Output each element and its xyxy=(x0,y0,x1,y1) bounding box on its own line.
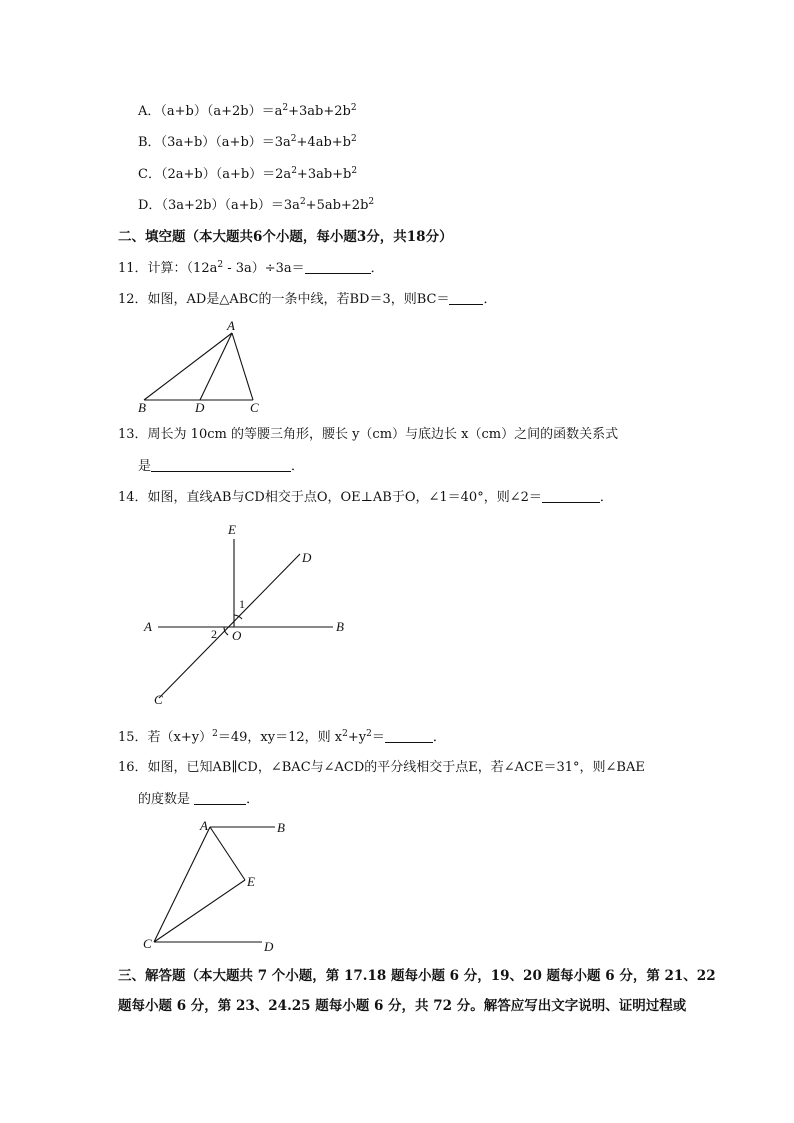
label-a: A xyxy=(227,318,235,333)
q13-pre: 是 xyxy=(138,459,152,474)
label-c: C xyxy=(154,692,163,707)
q13-post: ． xyxy=(291,459,305,474)
question-15 xyxy=(118,728,446,747)
figure-triangle-abc xyxy=(130,318,290,418)
segment-ac xyxy=(154,827,210,942)
answer-blank[interactable] xyxy=(449,290,483,305)
segment-ac xyxy=(232,333,253,400)
q12-text: 12．如图，AD是△ABC的一条中线，若BD＝3，则BC＝ xyxy=(118,292,450,307)
option-d xyxy=(138,197,374,215)
exp: 2 xyxy=(350,103,357,113)
question-13-line1: 13．周长为 10cm 的等腰三角形，腰长 y（cm）与底边长 x（cm）之间的函数关系式 xyxy=(118,427,619,442)
option-d-lhs: （3a+2b）（a+b）＝3a xyxy=(161,198,300,213)
section-3-line1: 三、解答题（本大题共 7 个小题，第 17.18 题每小题 6 分，19、20 题每小题 6 分，第 21、22 xyxy=(118,968,716,984)
q16-pre: 的度数是 xyxy=(138,792,195,807)
exp: 2 xyxy=(342,729,348,739)
question-13-line2 xyxy=(138,457,304,476)
answer-blank[interactable] xyxy=(194,790,246,805)
q15-mid: ＝49，xy＝12，则 x xyxy=(217,730,343,745)
question-14 xyxy=(118,488,613,507)
option-a xyxy=(138,103,357,121)
q11-post: ． xyxy=(370,261,384,276)
option-d-rhs: +5ab+2b xyxy=(305,198,369,213)
option-c xyxy=(138,166,357,184)
exp: 2 xyxy=(212,729,218,739)
q15-post: ． xyxy=(432,730,446,745)
option-c-lhs: （2a+b）（a+b）＝2a xyxy=(160,167,292,182)
answer-blank[interactable] xyxy=(151,457,291,472)
label-a: A xyxy=(200,818,208,833)
option-a-lhs: （a+b）（a+2b）＝a xyxy=(160,104,283,119)
q14-post: ． xyxy=(599,490,613,505)
line-cd xyxy=(159,554,300,698)
exp: 2 xyxy=(350,134,357,144)
question-11 xyxy=(118,259,384,278)
label-b: B xyxy=(277,820,285,835)
label-d: D xyxy=(264,939,274,954)
exp: 2 xyxy=(299,197,306,207)
label-e: E xyxy=(247,874,255,889)
q15-mid3: ＝ xyxy=(371,730,385,745)
q11-mid: - 3a）÷3a＝ xyxy=(223,261,305,276)
segment-ad xyxy=(200,333,232,400)
q16-post: ． xyxy=(246,792,260,807)
label-c: C xyxy=(250,400,259,415)
label-a: A xyxy=(144,619,152,634)
q14-text: 14．如图，直线AB与CD相交于点O，OE⊥AB于O，∠1＝40°，则∠2＝ xyxy=(118,490,542,505)
exp: 2 xyxy=(368,197,375,207)
segment-ae xyxy=(210,827,245,880)
label-b: B xyxy=(138,400,146,415)
label-c: C xyxy=(143,936,152,951)
exp: 2 xyxy=(217,260,224,270)
figure-parallel-lines xyxy=(140,816,310,956)
exp: 2 xyxy=(282,103,289,113)
option-c-label: C． xyxy=(138,167,161,182)
question-16-line2 xyxy=(138,790,259,809)
section-3-line2: 题每小题 6 分，第 23、24.25 题每小题 6 分，共 72 分。解答应写出文字说明、证明过程或 xyxy=(118,998,687,1014)
segment-ab xyxy=(144,333,232,400)
question-16-line1: 16．如图，已知AB∥CD，∠BAC与∠ACD的平分线相交于点E，若∠ACE＝31°，则∠BAE xyxy=(118,760,645,775)
option-c-rhs: +3ab+b xyxy=(296,167,352,182)
exp: 2 xyxy=(366,729,372,739)
answer-blank[interactable] xyxy=(305,259,371,274)
label-e: E xyxy=(228,522,236,537)
label-angle-2: 2 xyxy=(211,627,217,641)
q12-post: ． xyxy=(483,292,497,307)
answer-blank[interactable] xyxy=(385,728,433,743)
exp: 2 xyxy=(291,166,297,176)
option-b xyxy=(138,134,357,152)
option-b-rhs: +4ab+b xyxy=(296,135,351,150)
label-b: B xyxy=(336,619,344,634)
exp: 2 xyxy=(290,134,297,144)
option-b-label: B． xyxy=(138,135,161,150)
option-a-label: A． xyxy=(138,104,161,119)
section-2-heading: 二、填空题（本大题共6个小题，每小题3分，共18分） xyxy=(118,229,453,245)
option-b-lhs: （3a+b）（a+b）＝3a xyxy=(160,135,291,150)
segment-ce xyxy=(154,880,245,942)
label-angle-1: 1 xyxy=(239,597,245,611)
q11-pre: 11．计算：（12a xyxy=(118,261,218,276)
exp: 2 xyxy=(351,166,358,176)
label-d: D xyxy=(195,400,205,415)
option-d-label: D． xyxy=(138,198,162,213)
answer-blank[interactable] xyxy=(542,488,600,503)
q15-pre: 15．若（x+y） xyxy=(118,730,213,745)
label-d: D xyxy=(302,550,312,565)
figure-intersecting-lines xyxy=(140,520,360,710)
question-12 xyxy=(118,290,496,309)
option-a-rhs: +3ab+2b xyxy=(288,104,351,119)
label-o: O xyxy=(232,628,242,643)
q15-mid2: +y xyxy=(347,730,367,745)
